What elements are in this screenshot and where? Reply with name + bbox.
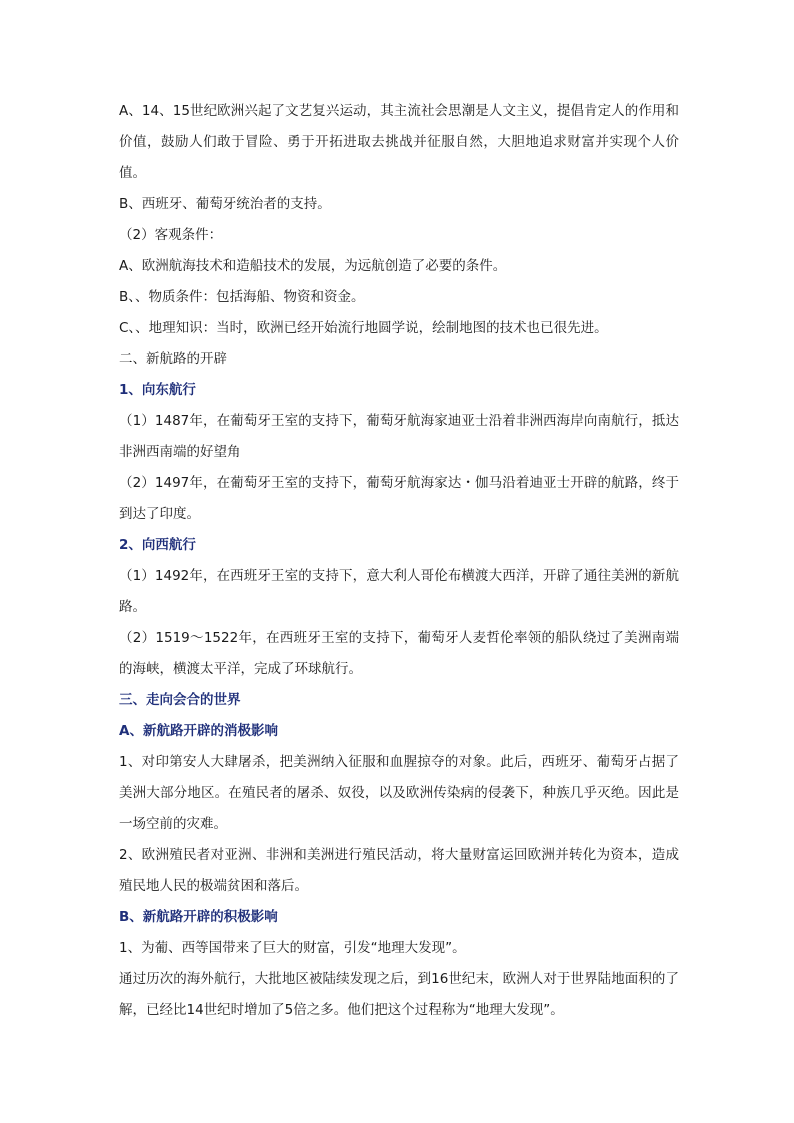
paragraph-wealth: 1、为葡、西等国带来了巨大的财富，引发“地理大发现”。 [119, 940, 466, 956]
heading-eastward-voyage: 1、向东航行 [119, 382, 196, 398]
heading-section-three: 三、走向会合的世界 [119, 692, 241, 708]
paragraph-geographic-knowledge: C、、地理知识：当时，欧洲已经开始流行地圆学说，绘制地图的技术也已很先进。 [119, 320, 608, 336]
heading-westward-voyage: 2、向西航行 [119, 537, 196, 553]
heading-section-two: 二、新航路的开辟 [119, 351, 227, 367]
paragraph-objective-conditions: （2）客观条件： [119, 227, 223, 243]
paragraph-magellan: （2）1519～1522年，在西班牙王室的支持下，葡萄牙人麦哲伦率领的船队绕过了美洲南端的海峡，横渡太平洋，完成了环球航行。 [119, 630, 679, 677]
heading-negative-impact: A、新航路开辟的消极影响 [119, 723, 278, 739]
paragraph-rulers-support: B、西班牙、葡萄牙统治者的支持。 [119, 196, 331, 212]
paragraph-indigenous-massacre: 1、对印第安人大肆屠杀，把美洲纳入征服和血腥掠夺的对象。此后，西班牙、葡萄牙占据了美洲大部分地区。在殖民者的屠杀、奴役，以及欧洲传染病的侵袭下，种族几乎灭绝。因此是一场空前的灾难。 [119, 754, 679, 832]
paragraph-humanism: A、14、15世纪欧洲兴起了文艺复兴运动，其主流社会思潮是人文主义，提倡肯定人的作用和价值，鼓励人们敢于冒险、勇于开拓进取去挑战并征服自然，大胆地追求财富并实现个人价值。 [119, 103, 679, 181]
paragraph-dias: （1）1487年，在葡萄牙王室的支持下，葡萄牙航海家迪亚士沿着非洲西海岸向南航行，抵达非洲西南端的好望角 [119, 413, 679, 460]
document-body [119, 96, 679, 1026]
paragraph-da-gama: （2）1497年，在葡萄牙王室的支持下，葡萄牙航海家达・伽马沿着迪亚士开辟的航路，终于到达了印度。 [119, 475, 679, 522]
paragraph-navigation-technology: A、欧洲航海技术和造船技术的发展，为远航创造了必要的条件。 [119, 258, 507, 274]
paragraph-material-conditions: B、、物质条件：包括海船、物资和资金。 [119, 289, 365, 305]
paragraph-columbus: （1）1492年，在西班牙王室的支持下，意大利人哥伦布横渡大西洋，开辟了通往美洲的新航路。 [119, 568, 679, 615]
heading-positive-impact: B、新航路开辟的积极影响 [119, 909, 278, 925]
paragraph-colonial-activity: 2、欧洲殖民者对亚洲、非洲和美洲进行殖民活动，将大量财富运回欧洲并转化为资本，造成殖民地人民的极端贫困和落后。 [119, 847, 679, 894]
paragraph-geographic-discovery: 通过历次的海外航行，大批地区被陆续发现之后，到16世纪末，欧洲人对于世界陆地面积的了解，已经比14世纪时增加了5倍之多。他们把这个过程称为“地理大发现”。 [119, 971, 679, 1018]
